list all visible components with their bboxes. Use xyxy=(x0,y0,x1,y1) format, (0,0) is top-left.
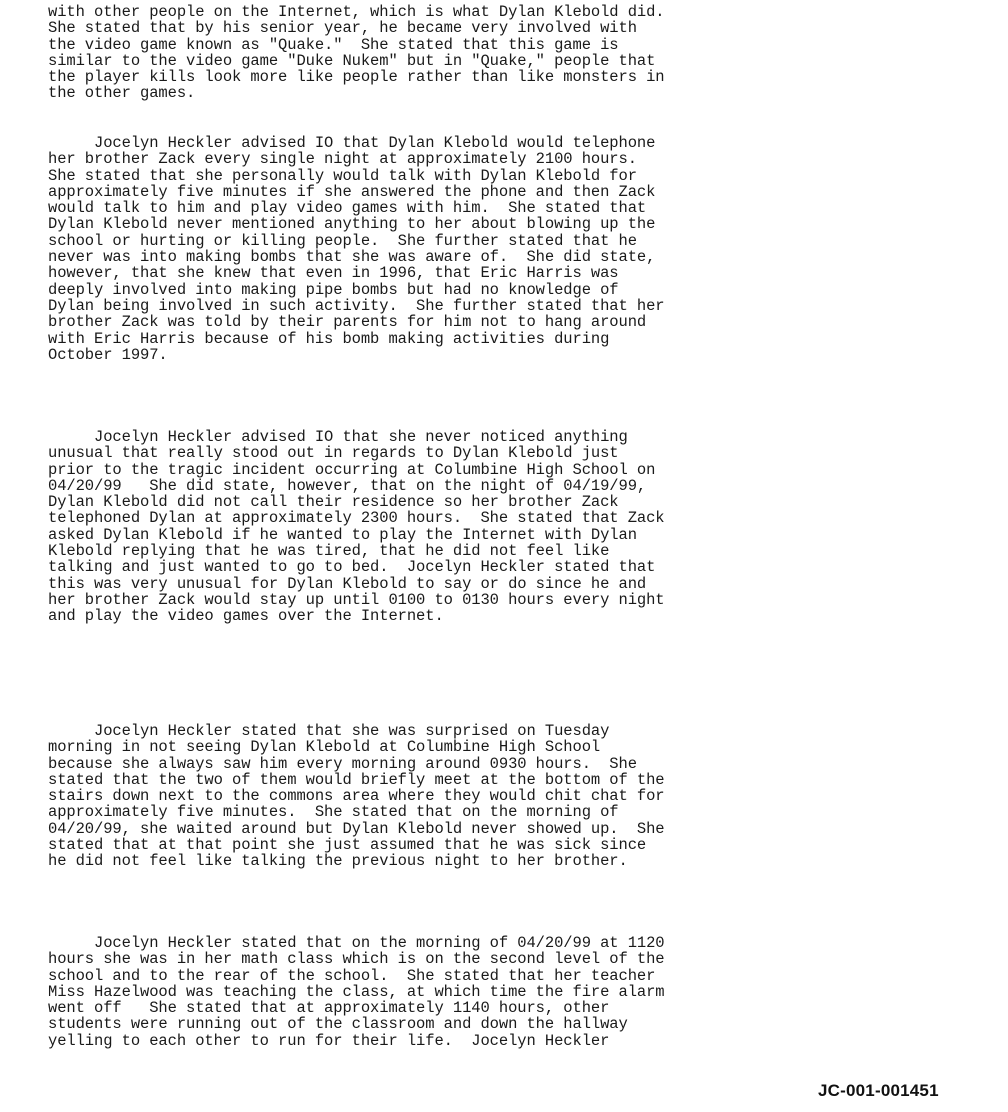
paragraph-1: with other people on the Internet, which is what Dylan Klebold did. She stated that by his senior year, he became very involved with the video game known as "Quake." She stated that this game is similar to the video game "Duke Nukem" but in "Quake," people that the player kills look more like people rather than like monsters in the other games. xyxy=(48,3,665,103)
paragraph-5: Jocelyn Heckler stated that on the morning of 04/20/99 at 1120 hours she was in her math class which is on the second level of the school and to the rear of the school. She stated that her teacher Miss Hazelwood was teaching the class, at which time the fire alarm went off She stated that at approximately 1140 hours, other students were running out of the classroom and down the hallway yelling to each other to run for their life. Jocelyn Heckler xyxy=(48,934,665,1050)
bates-number-stamp: JC-001-001451 xyxy=(818,1081,939,1100)
paragraph-4: Jocelyn Heckler stated that she was surprised on Tuesday morning in not seeing Dylan Klebold at Columbine High School because she always saw him every morning around 0930 hours. She stated that the two of them would briefly meet at the bottom of the stairs down next to the commons area where they would chit chat for approximately five minutes. She stated that on the morning of 04/20/99, she waited around but Dylan Klebold never showed up. She stated that at that point she just assumed that he was sick since he did not feel like talking the previous night to her brother. xyxy=(48,722,665,871)
paragraph-3: Jocelyn Heckler advised IO that she never noticed anything unusual that really stood out in regards to Dylan Klebold just prior to the tragic incident occurring at Columbine High School on 04/20/99 She did state, however, that on the night of 04/19/99, Dylan Klebold did not call their residence so her brother Zack telephoned Dylan at approximately 2300 hours. She stated that Zack asked Dylan Klebold if he wanted to play the Internet with Dylan Klebold replying that he was tired, that he did not feel like talking and just wanted to go to bed. Jocelyn Heckler stated that this was very unusual for Dylan Klebold to say or do since he and her brother Zack would stay up until 0100 to 0130 hours every night and play the video games over the Internet. xyxy=(48,428,665,626)
paragraph-2: Jocelyn Heckler advised IO that Dylan Klebold would telephone her brother Zack every single night at approximately 2100 hours. She stated that she personally would talk with Dylan Klebold for approximately five minutes if she answered the phone and then Zack would talk to him and play video games with him. She stated that Dylan Klebold never mentioned anything to her about blowing up the school or hurting or killing people. She further stated that he never was into making bombs that she was aware of. She did state, however, that she knew that even in 1996, that Eric Harris was deeply involved into making pipe bombs but had no knowledge of Dylan being involved in such activity. She further stated that her brother Zack was told by their parents for him not to hang around with Eric Harris because of his bomb making activities during October 1997. xyxy=(48,134,665,364)
